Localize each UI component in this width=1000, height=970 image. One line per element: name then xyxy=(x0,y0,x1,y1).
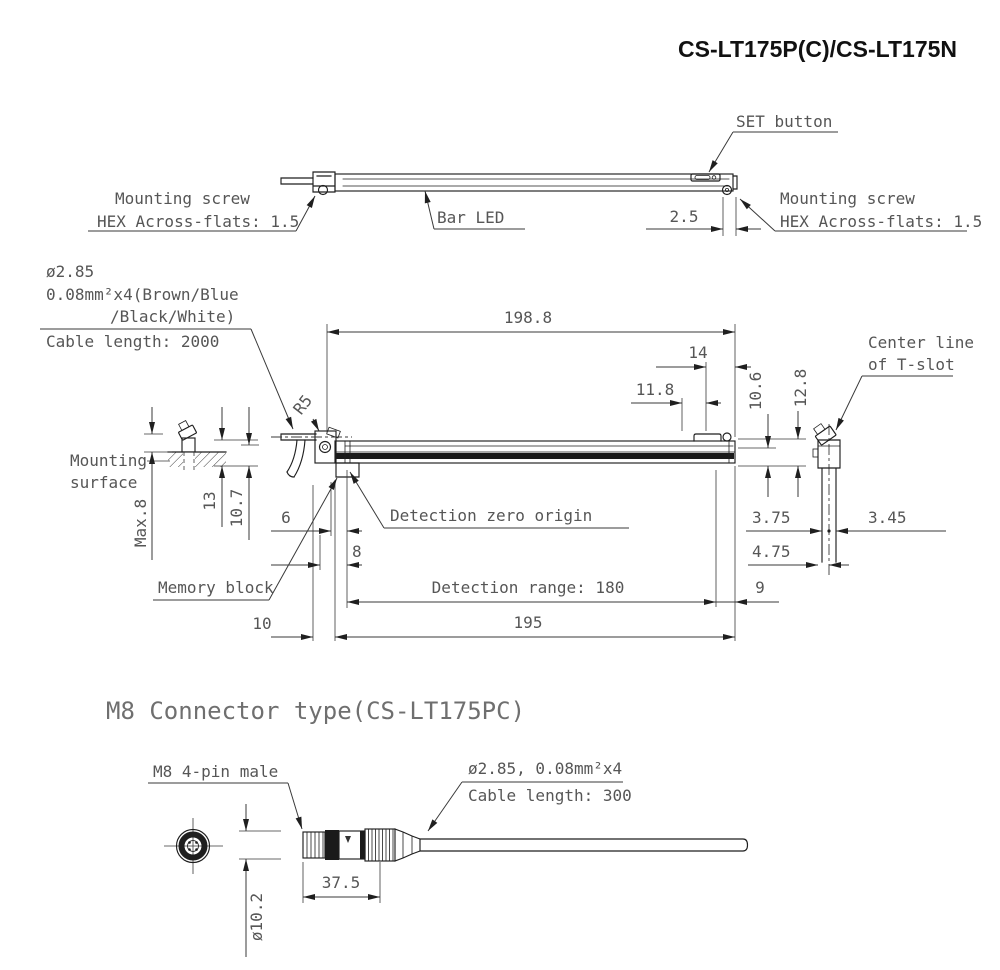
detection-range-label: Detection range: 180 xyxy=(431,578,625,597)
dim-14-11-8-ext xyxy=(682,362,706,431)
center-line-label-1: Center line xyxy=(868,333,974,352)
dim-10-2-ticks xyxy=(239,831,281,859)
mount-screw-left-label-2: HEX Across-flats: 1.5 xyxy=(97,212,300,231)
dim-6-label: 6 xyxy=(281,508,291,527)
r5-leader xyxy=(313,419,319,431)
connector-marker-triangle xyxy=(345,836,351,843)
dim-8-label: 8 xyxy=(352,542,362,561)
set-button-leader xyxy=(709,132,838,172)
mount-screw-left-label-1: Mounting screw xyxy=(115,189,250,208)
t-slot-band xyxy=(336,453,734,459)
top-view-body xyxy=(281,172,737,195)
connector-side-view xyxy=(303,829,748,861)
connector-cable-length: Cable length: 300 xyxy=(468,786,632,805)
cable-wires-label-2: /Black/White) xyxy=(110,307,236,326)
dim-3-75-label: 3.75 xyxy=(752,508,791,527)
dim-10-6-label: 10.6 xyxy=(746,371,765,411)
memory-block-label: Memory block xyxy=(158,578,274,597)
connector-cable-spec: ø2.85, 0.08mm²x4 xyxy=(468,759,623,778)
dim-12-8-label: 12.8 xyxy=(791,368,810,408)
pin-label-leader xyxy=(148,783,302,829)
cable-length-label: Cable length: 2000 xyxy=(46,332,220,351)
dim-2-5-ext xyxy=(723,197,736,236)
dim-3-45-label: 3.45 xyxy=(868,508,907,527)
dim-4-75-label: 4.75 xyxy=(752,542,791,561)
dim-10-2-label: ø10.2 xyxy=(247,892,266,942)
dim-center-dot xyxy=(827,529,830,532)
center-line-leader xyxy=(836,376,953,430)
top-view xyxy=(88,112,982,236)
main-side-view xyxy=(40,262,974,641)
cable-dia-label: ø2.85 xyxy=(46,262,95,281)
cable-wires-label-1: 0.08mm²x4(Brown/Blue xyxy=(46,285,239,304)
dim-10-6-ticks xyxy=(738,439,806,466)
dim-10-label: 10 xyxy=(252,614,272,633)
dim-9-label: 9 xyxy=(755,578,765,597)
connector-taper xyxy=(395,829,420,861)
connector-end-view xyxy=(164,818,223,874)
cable-bend xyxy=(287,440,305,477)
mounting-screw-right-shape xyxy=(723,186,732,195)
pin-label: M8 4-pin male xyxy=(153,762,279,781)
dim-max-8-ticks xyxy=(144,434,172,452)
dim-10-7-label: 10.7 xyxy=(227,488,246,528)
mounting-surface-label-2: surface xyxy=(70,473,138,492)
center-line-label-2: of T-slot xyxy=(868,355,955,374)
dim-37-5-label: 37.5 xyxy=(321,873,361,892)
mount-screw-right-label-1: Mounting screw xyxy=(780,189,915,208)
bar-led-label: Bar LED xyxy=(437,208,505,227)
set-button-bump xyxy=(694,434,721,441)
m8-connector-view xyxy=(106,697,748,957)
connector-heading: M8 Connector type(CS-LT175PC) xyxy=(106,697,526,725)
dim-max-8-label: Max.8 xyxy=(131,498,150,548)
dim-13-label: 13 xyxy=(200,491,219,511)
page-title: CS-LT175P(C)/CS-LT175N xyxy=(678,36,958,62)
r5-label: R5 xyxy=(289,391,317,419)
dim-14-label: 14 xyxy=(688,343,708,362)
zero-origin-label: Detection zero origin xyxy=(390,506,593,525)
bar-led-stripe xyxy=(343,179,729,186)
mounting-surface-label-1: Mounting xyxy=(70,451,148,470)
main-bar xyxy=(281,427,735,477)
dim-198-8-label: 198.8 xyxy=(503,308,553,327)
dim-11-8-label: 11.8 xyxy=(635,380,675,399)
mount-screw-right-label-2: HEX Across-flats: 1.5 xyxy=(780,212,983,231)
mounting-surface-view xyxy=(168,419,226,470)
dim-2-5-label: 2.5 xyxy=(669,207,699,226)
dim-195-label: 195 xyxy=(513,613,543,632)
set-button-label: SET button xyxy=(736,112,833,131)
t-slot-end-view xyxy=(811,420,840,575)
memory-block-shape xyxy=(336,463,359,477)
connector-cable xyxy=(420,839,748,851)
